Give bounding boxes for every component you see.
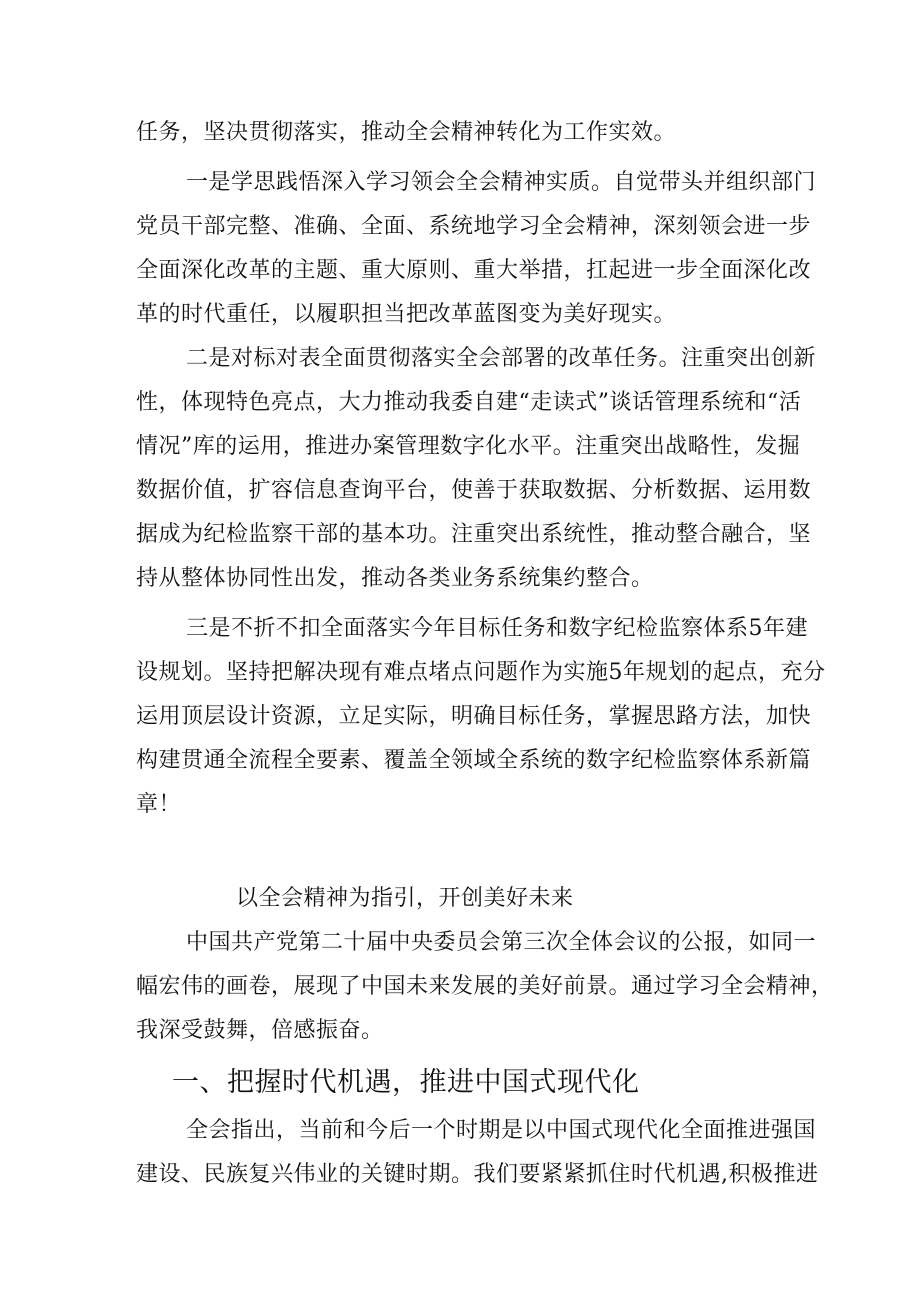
paragraph-5-line-2: 幅宏伟的画卷，展现了中国未来发展的美好前景。通过学习全会精神，	[136, 974, 834, 999]
paragraph-4-line-1: 三是不折不扣全面落实今年目标任务和数字纪检监察体系5年建	[186, 616, 808, 641]
paragraph-3-line-6: 持从整体协同性出发，推动各类业务系统集约整合。	[136, 566, 654, 591]
paragraph-3-line-3: 情况”库的运用，推进办案管理数字化水平。注重突出战略性，发掘	[136, 434, 801, 459]
paragraph-6-line-1: 全会指出，当前和今后一个时期是以中国式现代化全面推进强国	[186, 1118, 817, 1143]
paragraph-2-line-2: 党员干部完整、准确、全面、系统地学习全会精神，深刻领会进一步	[136, 214, 812, 239]
paragraph-1-line-1: 任务，坚决贯彻落实，推动全会精神转化为工作实效。	[136, 120, 677, 145]
paragraph-2-line-3: 全面深化改革的主题、重大原则、重大举措，扛起进一步全面深化改	[136, 258, 812, 283]
paragraph-3-line-5: 据成为纪检监察干部的基本功。注重突出系统性，推动整合融合，坚	[136, 522, 812, 547]
paragraph-6-line-2: 建设、民族复兴伟业的关键时期。我们要紧紧抓住时代机遇,积极推进	[136, 1162, 819, 1187]
paragraph-4-line-4: 构建贯通全流程全要素、覆盖全领域全系统的数字纪检监察体系新篇	[136, 748, 812, 773]
article-title: 以全会精神为指引，开创美好未来	[236, 886, 574, 911]
paragraph-4-line-2: 设规划。坚持把解决现有难点堵点问题作为实施5年规划的起点，充分	[136, 660, 826, 685]
paragraph-3-line-2: 性，体现特色亮点，大力推动我委自建“走读式”谈话管理系统和“活	[136, 390, 802, 415]
paragraph-4-line-5: 章！	[136, 792, 182, 817]
paragraph-5-line-3: 我深受鼓舞，倍感振奋。	[136, 1018, 384, 1043]
paragraph-4-line-3: 运用顶层设计资源，立足实际，明确目标任务，掌握思路方法，加快	[136, 704, 812, 729]
paragraph-2-line-4: 革的时代重任，以履职担当把改革蓝图变为美好现实。	[136, 302, 677, 327]
paragraph-3-line-4: 数据价值，扩容信息查询平台，使善于获取数据、分析数据、运用数	[136, 478, 812, 503]
paragraph-3-line-1: 二是对标对表全面贯彻落实全会部署的改革任务。注重突出创新	[186, 346, 817, 371]
paragraph-5-line-1: 中国共产党第二十届中央委员会第三次全体会议的公报，如同一	[186, 930, 817, 955]
section-heading: 一、把握时代机遇，推进中国式现代化	[172, 1067, 640, 1098]
paragraph-2-line-1: 一是学思践悟深入学习领会全会精神实质。自觉带头并组织部门	[186, 170, 817, 195]
